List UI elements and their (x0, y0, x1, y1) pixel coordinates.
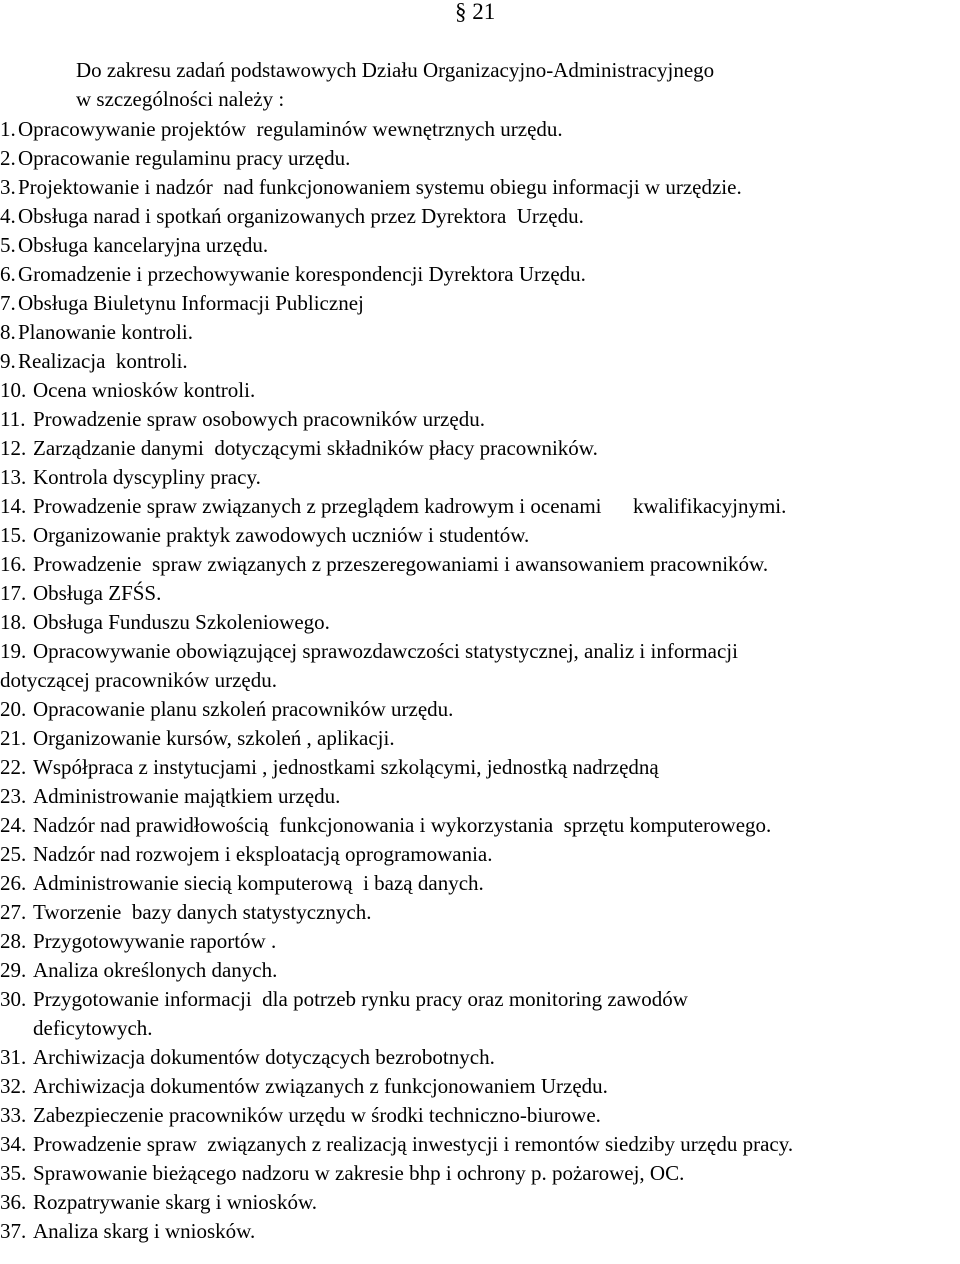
list-item-text: Obsługa Biuletynu Informacji Publicznej (18, 291, 364, 315)
list-item-number: 28. (0, 929, 27, 953)
list-item (0, 115, 960, 144)
list-item-number: 3. (0, 175, 16, 199)
list-item (0, 463, 960, 492)
list-item-number: 19. (0, 639, 27, 663)
list-item (0, 376, 960, 405)
list-item-text: Ocena wniosków kontroli. (33, 378, 256, 402)
list-item-text: Archiwizacja dokumentów związanych z funkcjonowaniem Urzędu. (33, 1074, 608, 1098)
list-item-number: 25. (0, 842, 27, 866)
list-item-number: 26. (0, 871, 27, 895)
list-item-text: Nadzór nad prawidłowością funkcjonowania i wykorzystania sprzętu komputerowego. (33, 813, 772, 837)
list-item (0, 811, 960, 840)
list-item-text: Opracowanie planu szkoleń pracowników urzędu. (33, 697, 454, 721)
list-item-number: 9. (0, 349, 16, 373)
list-item-text: Zarządzanie danymi dotyczącymi składników płacy pracowników. (33, 436, 598, 460)
section-heading: § 21 (455, 0, 496, 24)
list-item (0, 1072, 960, 1101)
list-item (0, 637, 960, 666)
list-item-text: Współpraca z instytucjami , jednostkami szkolącymi, jednostką nadrzędną (33, 755, 659, 779)
intro-line-1: Do zakresu zadań podstawowych Działu Organizacyjno-Administracyjnego (76, 58, 715, 82)
list-item-text: Realizacja kontroli. (18, 349, 188, 373)
list-item-text: Nadzór nad rozwojem i eksploatacją oprogramowania. (33, 842, 493, 866)
list-item-continuation: deficytowych. (33, 1016, 153, 1040)
list-item (0, 1130, 960, 1159)
list-item-number: 23. (0, 784, 27, 808)
list-item-text: Przygotowanie informacji dla potrzeb rynku pracy oraz monitoring zawodów (33, 987, 688, 1011)
list-item-text: Zabezpieczenie pracowników urzędu w środki techniczno-biurowe. (33, 1103, 601, 1127)
list-item-number: 12. (0, 436, 27, 460)
list-item-number: 34. (0, 1132, 27, 1156)
list-item-text: Administrowanie majątkiem urzędu. (33, 784, 341, 808)
list-item (0, 260, 960, 289)
list-item-number: 21. (0, 726, 27, 750)
list-item-text: Tworzenie bazy danych statystycznych. (33, 900, 372, 924)
list-item-text: Opracowywanie obowiązującej sprawozdawczości statystycznej, analiz i informacji (33, 639, 738, 663)
list-item-text: Prowadzenie spraw związanych z przeglądem kadrowym i ocenami kwalifikacyjnymi. (33, 494, 787, 518)
intro-line-2: w szczególności należy : (76, 87, 285, 111)
list-item-number: 24. (0, 813, 27, 837)
list-item (0, 608, 960, 637)
list-item-number: 1. (0, 117, 16, 141)
list-item-text: Sprawowanie bieżącego nadzoru w zakresie bhp i ochrony p. pożarowej, OC. (33, 1161, 685, 1185)
list-item (0, 1043, 960, 1072)
list-item (0, 202, 960, 231)
list-item (0, 173, 960, 202)
list-item-number: 11. (0, 407, 26, 431)
list-item-number: 35. (0, 1161, 27, 1185)
list-item (0, 869, 960, 898)
list-item-text: Prowadzenie spraw związanych z przeszeregowaniami i awansowaniem pracowników. (33, 552, 769, 576)
list-item (0, 492, 960, 521)
list-item (0, 985, 960, 1014)
list-item-number: 7. (0, 291, 16, 315)
list-item (0, 347, 960, 376)
list-item-number: 8. (0, 320, 16, 344)
list-item-number: 36. (0, 1190, 27, 1214)
list-item (0, 898, 960, 927)
list-item (0, 724, 960, 753)
list-item (0, 1217, 960, 1246)
list-item-text: Gromadzenie i przechowywanie korespondencji Dyrektora Urzędu. (18, 262, 586, 286)
list-item-number: 17. (0, 581, 27, 605)
list-item (0, 1188, 960, 1217)
list-item-number: 30. (0, 987, 27, 1011)
list-item-text: Obsługa Funduszu Szkoleniowego. (33, 610, 330, 634)
list-item-number: 22. (0, 755, 27, 779)
list-item-text: Prowadzenie spraw osobowych pracowników urzędu. (33, 407, 485, 431)
list-item-number: 29. (0, 958, 27, 982)
list-item-number: 27. (0, 900, 27, 924)
list-item (0, 1159, 960, 1188)
list-item-number: 13. (0, 465, 27, 489)
list-item (0, 579, 960, 608)
list-item-number: 15. (0, 523, 27, 547)
list-item-text: Administrowanie siecią komputerową i bazą danych. (33, 871, 484, 895)
list-item-number: 14. (0, 494, 27, 518)
list-item (0, 521, 960, 550)
list-item-number: 2. (0, 146, 16, 170)
task-list (0, 115, 960, 1246)
list-item-text: Opracowywanie projektów regulaminów wewnętrznych urzędu. (18, 117, 563, 141)
list-item-number: 31. (0, 1045, 27, 1069)
list-item-text: Obsługa ZFŚS. (33, 581, 162, 605)
list-item-number: 37. (0, 1219, 27, 1243)
list-item (0, 434, 960, 463)
intro-paragraph (76, 56, 714, 114)
list-item-number: 10. (0, 378, 27, 402)
list-item-number: 20. (0, 697, 27, 721)
list-item-text: Organizowanie praktyk zawodowych uczniów i studentów. (33, 523, 530, 547)
list-item (0, 956, 960, 985)
list-item-number: 32. (0, 1074, 27, 1098)
list-item (0, 405, 960, 434)
list-item-number: 18. (0, 610, 27, 634)
list-item-text: Rozpatrywanie skarg i wniosków. (33, 1190, 318, 1214)
list-item-text: Kontrola dyscypliny pracy. (33, 465, 261, 489)
list-item-number: 5. (0, 233, 16, 257)
list-item (0, 144, 960, 173)
list-item-number: 4. (0, 204, 16, 228)
list-item-number: 33. (0, 1103, 27, 1127)
list-item (0, 753, 960, 782)
list-item-number: 6. (0, 262, 16, 286)
list-item-text: Planowanie kontroli. (18, 320, 193, 344)
list-item (0, 695, 960, 724)
list-item-text: Opracowanie regulaminu pracy urzędu. (18, 146, 351, 170)
list-item-text: Analiza skarg i wniosków. (33, 1219, 256, 1243)
list-item-text: Archiwizacja dokumentów dotyczących bezrobotnych. (33, 1045, 495, 1069)
list-item (0, 927, 960, 956)
list-item-text: Analiza określonych danych. (33, 958, 278, 982)
list-item (0, 231, 960, 260)
list-item-text: Organizowanie kursów, szkoleń , aplikacji. (33, 726, 395, 750)
list-item-text: Obsługa kancelaryjna urzędu. (18, 233, 269, 257)
list-item-text: Prowadzenie spraw związanych z realizacją inwestycji i remontów siedziby urzędu pracy. (33, 1132, 794, 1156)
list-item-text: Przygotowywanie raportów . (33, 929, 277, 953)
list-item (0, 782, 960, 811)
list-item (0, 318, 960, 347)
list-item (0, 550, 960, 579)
list-item-text: Projektowanie i nadzór nad funkcjonowaniem systemu obiegu informacji w urzędzie. (18, 175, 742, 199)
list-item (0, 1101, 960, 1130)
list-item-continuation: dotyczącej pracowników urzędu. (0, 668, 277, 692)
list-item-text: Obsługa narad i spotkań organizowanych przez Dyrektora Urzędu. (18, 204, 584, 228)
list-item-number: 16. (0, 552, 27, 576)
list-item (0, 289, 960, 318)
list-item (0, 840, 960, 869)
